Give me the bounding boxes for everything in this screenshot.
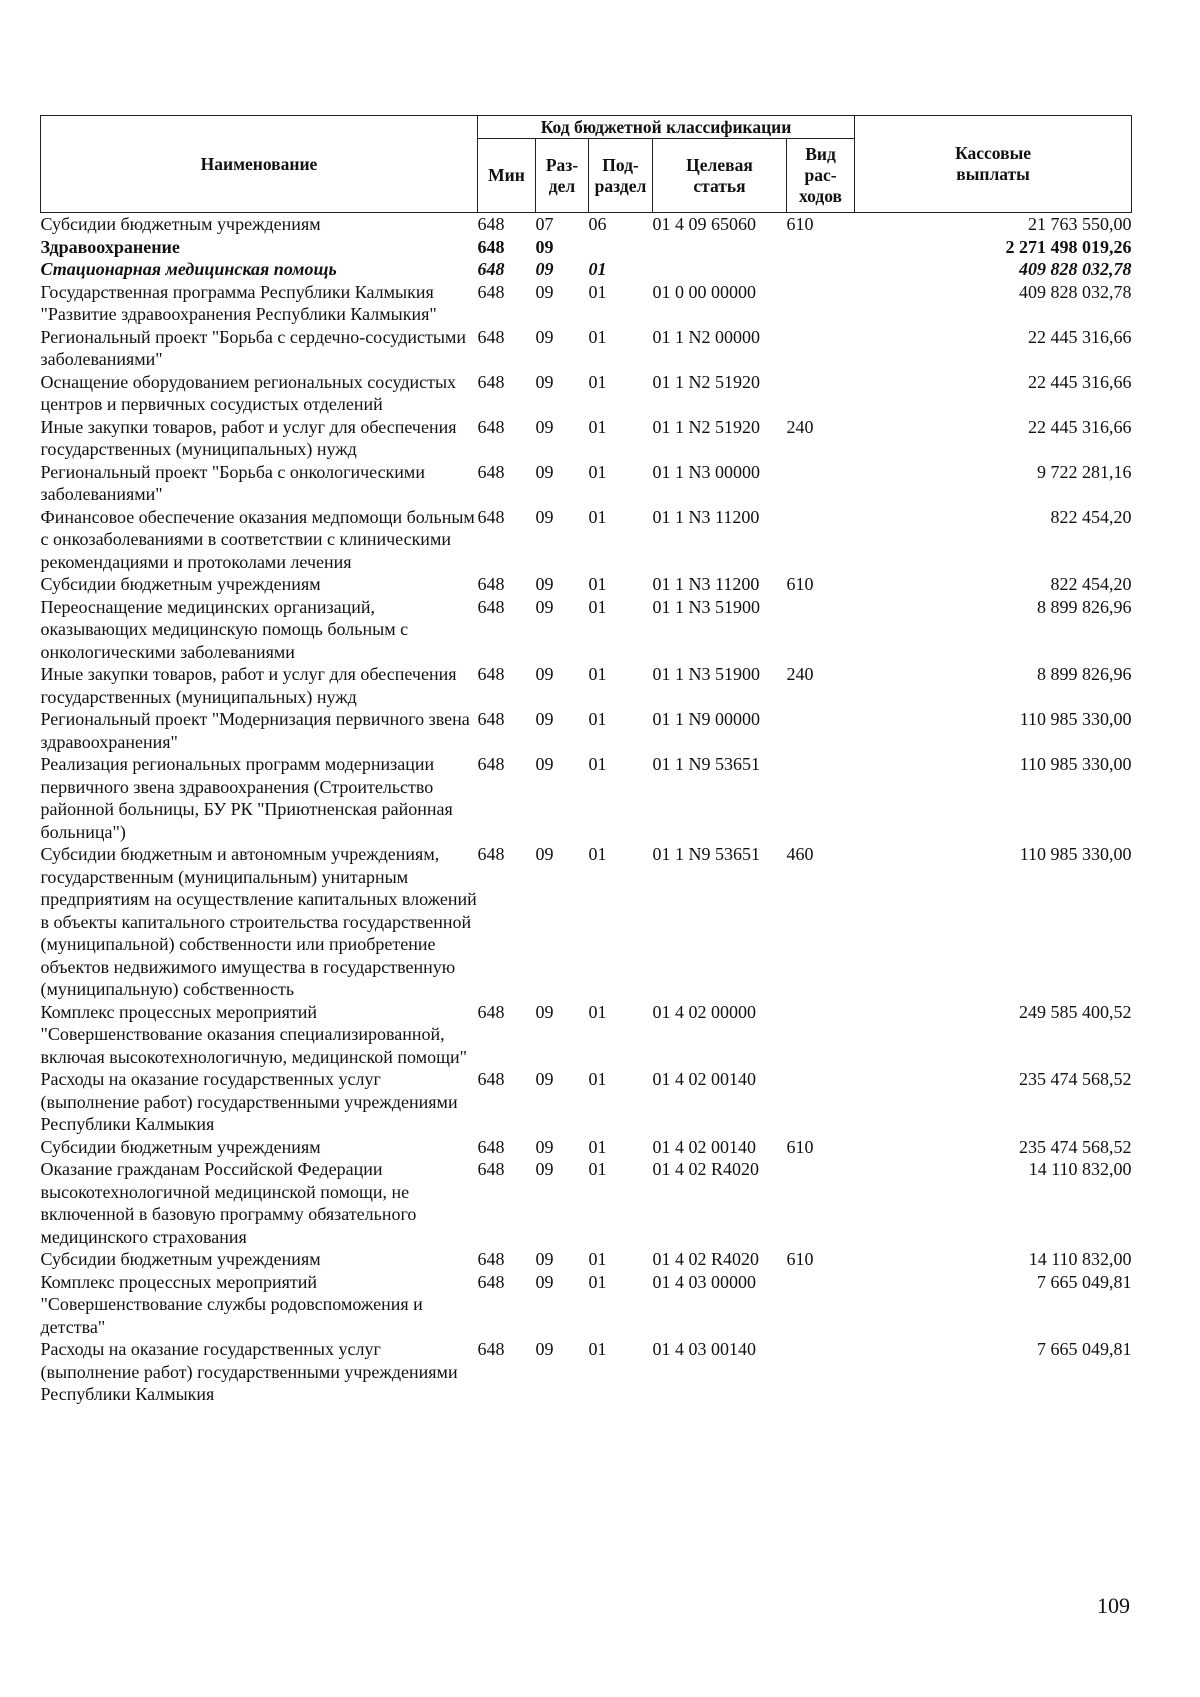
table-row [41,281,1132,326]
row-vid-raskhodov: 240 [786,416,814,437]
row-podrazdel: 01 [588,664,607,684]
row-tselevaya-statya: 01 4 02 R4020 [652,1159,760,1179]
header-kod-group: Код бюджетной классификации [478,116,855,139]
row-vid-raskhodov [787,506,855,574]
row-podrazdel: 06 [588,214,607,234]
row-razdel: 09 [535,1339,554,1359]
row-tselevaya-statya: 01 1 N2 51920 [652,371,760,392]
table-header [41,116,1132,213]
row-kassovye-vyplaty: 235 474 568,52 [1019,1136,1132,1157]
row-name: Иные закупки товаров, работ и услуг для обеспечения государственных (муниципальных) нужд [40,664,457,707]
row-min: 648 [477,506,505,527]
row-tselevaya-statya: 01 1 N3 11200 [652,574,760,594]
row-vid-raskhodov [787,258,855,281]
row-tselevaya-statya: 01 1 N3 00000 [652,461,760,482]
row-min: 648 [477,1271,505,1292]
row-podrazdel: 01 [588,709,607,729]
row-podrazdel: 01 [588,506,607,527]
table-row [41,1338,1132,1406]
row-vid-raskhodov: 610 [786,574,814,594]
row-min: 648 [477,236,505,257]
row-podrazdel: 01 [588,596,607,617]
table-row [41,416,1132,461]
row-name: Государственная программа Республики Калмыкия "Развитие здравоохранения Республики Калмыкия" [40,281,437,324]
row-kassovye-vyplaty: 21 763 550,00 [1028,214,1132,234]
table-row [41,708,1132,753]
table-row [41,371,1132,416]
table-row [41,843,1132,1001]
row-tselevaya-statya: 01 4 09 65060 [652,214,756,234]
row-kassovye-vyplaty: 110 985 330,00 [1019,844,1132,864]
header-tselevaya: Целевая статья [653,139,787,213]
row-podrazdel: 01 [588,259,607,279]
header-name: Наименование [41,116,478,213]
row-kassovye-vyplaty: 22 445 316,66 [1028,326,1132,347]
row-razdel: 09 [535,664,554,684]
header-razdel: Раз- дел [536,139,589,213]
row-podrazdel: 01 [588,754,607,774]
row-name: Иные закупки товаров, работ и услуг для обеспечения государственных (муниципальных) нужд [40,416,457,459]
row-kassovye-vyplaty: 22 445 316,66 [1028,416,1132,437]
row-kassovye-vyplaty: 822 454,20 [1050,574,1132,594]
row-name: Оснащение оборудованием региональных сосудистых центров и первичных сосудистых отделений [40,371,457,414]
row-tselevaya-statya: 01 1 N3 11200 [652,506,760,527]
row-name: Субсидии бюджетным учреждениям [40,1136,321,1157]
row-name: Субсидии бюджетным учреждениям [40,214,321,234]
header-sum: Кассовые выплаты [855,116,1132,213]
row-razdel: 09 [535,326,554,347]
row-razdel: 09 [535,574,554,594]
row-min: 648 [477,259,505,279]
row-vid-raskhodov [787,236,855,259]
row-tselevaya-statya: 01 1 N9 00000 [652,709,760,729]
row-min: 648 [477,709,505,729]
row-tselevaya-statya: 01 1 N2 51920 [652,416,760,437]
row-tselevaya-statya: 01 1 N2 00000 [652,326,760,347]
row-razdel: 07 [535,214,554,234]
row-min: 648 [477,214,505,234]
row-tselevaya-statya: 01 4 03 00000 [652,1271,756,1292]
row-kassovye-vyplaty: 249 585 400,52 [1019,1001,1132,1022]
table-row [41,461,1132,506]
row-vid-raskhodov [787,1271,855,1339]
row-name: Комплекс процессных мероприятий "Совершенствование оказания специализированной, включая высокотехнологичную, медицинской помощи" [40,1001,467,1067]
row-podrazdel: 01 [588,574,607,594]
row-name: Стационарная медицинская помощь [40,259,337,279]
row-vid-raskhodov [787,326,855,371]
row-tselevaya-statya [653,236,787,259]
row-name: Субсидии бюджетным и автономным учреждениям, государственным (муниципальным) унитарным предприятиям на осуществление капитальных вложений в объекты капитального строительства государственной (муниципальной) собственности или приобретение объектов недвижимого имущества в государственную (муниципальную) собственность [40,844,477,999]
row-vid-raskhodov [787,596,855,664]
row-razdel: 09 [535,416,554,437]
row-razdel: 09 [535,754,554,774]
row-min: 648 [477,371,505,392]
row-razdel: 09 [535,506,554,527]
row-min: 648 [477,281,505,302]
header-podrazdel: Под- раздел [589,139,653,213]
table-row [41,1001,1132,1069]
row-kassovye-vyplaty: 110 985 330,00 [1019,709,1132,729]
row-tselevaya-statya: 01 4 02 00000 [652,1001,756,1022]
row-vid-raskhodov [787,1001,855,1069]
row-vid-raskhodov: 240 [786,664,814,684]
row-name: Переоснащение медицинских организаций, оказывающих медицинскую помощь больным с онкологическими заболеваниями [40,596,409,662]
row-razdel: 09 [535,236,554,257]
row-vid-raskhodov: 610 [786,1136,814,1157]
row-podrazdel: 01 [588,1249,607,1269]
row-podrazdel [589,236,653,259]
table-row [41,573,1132,596]
row-name: Расходы на оказание государственных услуг (выполнение работ) государственными учреждениями Республики Калмыкия [40,1339,458,1404]
row-tselevaya-statya: 01 0 00 00000 [652,281,756,302]
table-row [41,753,1132,843]
table-row [41,213,1132,236]
row-vid-raskhodov [787,281,855,326]
row-min: 648 [477,1001,505,1022]
row-kassovye-vyplaty: 235 474 568,52 [1019,1069,1132,1089]
row-name: Субсидии бюджетным учреждениям [40,1249,321,1269]
row-vid-raskhodov [787,1158,855,1248]
row-razdel: 09 [535,596,554,617]
row-podrazdel: 01 [588,371,607,392]
row-podrazdel: 01 [588,1271,607,1292]
row-name: Финансовое обеспечение оказания медпомощи больным с онкозаболеваниями в соответствии с клиническими рекомендациями и протоколами лечения [40,506,475,572]
row-podrazdel: 01 [588,1001,607,1022]
row-podrazdel: 01 [588,281,607,302]
row-name: Оказание гражданам Российской Федерации высокотехнологичной медицинской помощи, не включенной в базовую программу обязательного медицинского страхования [40,1159,417,1247]
row-tselevaya-statya: 01 1 N9 53651 [652,754,760,774]
row-podrazdel: 01 [588,1339,607,1359]
table-row [41,663,1132,708]
row-razdel: 09 [535,461,554,482]
row-min: 648 [477,1339,505,1359]
row-vid-raskhodov [787,708,855,753]
row-min: 648 [477,1159,505,1179]
row-vid-raskhodov [787,371,855,416]
row-tselevaya-statya: 01 4 02 00140 [652,1069,756,1089]
row-min: 648 [477,1136,505,1157]
row-min: 648 [477,596,505,617]
row-razdel: 09 [535,281,554,302]
table-row [41,1068,1132,1136]
row-name: Региональный проект "Борьба с сердечно-сосудистыми заболеваниями" [40,326,467,369]
row-podrazdel: 01 [588,844,607,864]
row-kassovye-vyplaty: 409 828 032,78 [1019,259,1132,279]
row-name: Реализация региональных программ модернизации первичного звена здравоохранения (Строительство районной больницы, БУ РК "Приютненская районная больница") [40,754,453,842]
row-razdel: 09 [535,1001,554,1022]
row-kassovye-vyplaty: 9 722 281,16 [1037,461,1132,482]
row-podrazdel: 01 [588,416,607,437]
row-vid-raskhodov [787,461,855,506]
row-vid-raskhodov: 460 [786,844,814,864]
row-vid-raskhodov: 610 [786,214,814,234]
table-row [41,1271,1132,1339]
row-kassovye-vyplaty: 7 665 049,81 [1037,1339,1132,1359]
row-name: Субсидии бюджетным учреждениям [40,574,321,594]
row-razdel: 09 [535,709,554,729]
row-razdel: 09 [535,1249,554,1269]
row-podrazdel: 01 [588,1159,607,1179]
row-kassovye-vyplaty: 110 985 330,00 [1019,754,1132,774]
header-min: Мин [478,139,536,213]
header-vid: Вид рас- ходов [787,139,855,213]
row-tselevaya-statya [653,258,787,281]
row-razdel: 09 [535,259,554,279]
row-podrazdel: 01 [588,1136,607,1157]
row-kassovye-vyplaty: 822 454,20 [1050,506,1132,527]
row-kassovye-vyplaty: 8 899 826,96 [1037,664,1132,684]
row-min: 648 [477,1249,505,1269]
row-podrazdel: 01 [588,1069,607,1089]
row-min: 648 [477,416,505,437]
row-razdel: 09 [535,844,554,864]
row-tselevaya-statya: 01 1 N9 53651 [652,844,760,864]
row-podrazdel: 01 [588,461,607,482]
row-razdel: 09 [535,371,554,392]
table-body [41,213,1132,1406]
row-kassovye-vyplaty: 8 899 826,96 [1037,596,1132,617]
row-min: 648 [477,664,505,684]
budget-table [40,115,1132,1406]
table-row [41,1136,1132,1159]
row-name: Расходы на оказание государственных услуг (выполнение работ) государственными учреждениями Республики Калмыкия [40,1069,458,1134]
row-tselevaya-statya: 01 4 03 00140 [652,1339,756,1359]
row-kassovye-vyplaty: 14 110 832,00 [1028,1249,1132,1269]
row-tselevaya-statya: 01 4 02 R4020 [652,1249,760,1269]
row-vid-raskhodov: 610 [786,1249,814,1269]
row-min: 648 [477,1069,505,1089]
row-kassovye-vyplaty: 7 665 049,81 [1037,1271,1132,1292]
row-name: Региональный проект "Модернизация первичного звена здравоохранения" [40,709,470,752]
table-row [41,1248,1132,1271]
row-min: 648 [477,461,505,482]
row-razdel: 09 [535,1069,554,1089]
row-tselevaya-statya: 01 1 N3 51900 [652,664,760,684]
table-row [41,596,1132,664]
row-vid-raskhodov [787,1338,855,1406]
row-razdel: 09 [535,1159,554,1179]
row-tselevaya-statya: 01 4 02 00140 [652,1136,756,1157]
page-number: 109 [1097,1593,1130,1618]
row-razdel: 09 [535,1136,554,1157]
row-min: 648 [477,844,505,864]
row-name: Здравоохранение [40,236,180,257]
row-min: 648 [477,326,505,347]
row-razdel: 09 [535,1271,554,1292]
row-kassovye-vyplaty: 22 445 316,66 [1028,371,1132,392]
row-name: Региональный проект "Борьба с онкологическими заболеваниями" [40,461,425,504]
table-row [41,506,1132,574]
row-tselevaya-statya: 01 1 N3 51900 [652,596,760,617]
row-min: 648 [477,754,505,774]
row-kassovye-vyplaty: 409 828 032,78 [1019,281,1132,302]
table-row [41,236,1132,259]
table-row [41,326,1132,371]
row-podrazdel: 01 [588,326,607,347]
row-min: 648 [477,574,505,594]
row-kassovye-vyplaty: 2 271 498 019,26 [1005,236,1132,257]
row-kassovye-vyplaty: 14 110 832,00 [1028,1159,1132,1179]
table-row [41,258,1132,281]
row-vid-raskhodov [787,1068,855,1136]
row-vid-raskhodov [787,753,855,843]
row-name: Комплекс процессных мероприятий "Совершенствование службы родовспоможения и детства" [40,1271,423,1337]
table-row [41,1158,1132,1248]
